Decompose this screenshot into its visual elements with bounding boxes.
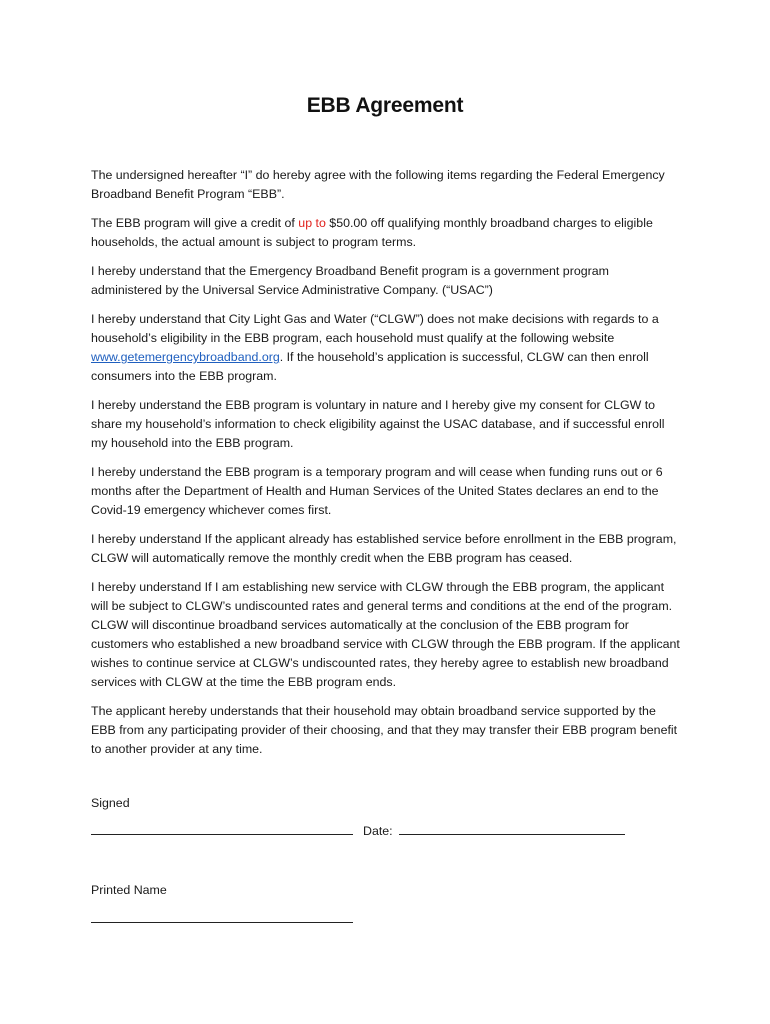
signature-row bbox=[91, 822, 691, 841]
paragraph-transfer: The applicant hereby understands that their household may obtain broadband service supported by the EBB from any participating provider of their choosing, and that they may transfer their EBB program benefit to another provider at any time. bbox=[91, 704, 678, 756]
paragraph-credit-end: $50.00 off qualifying monthly broadband charges to eligible households, the actual amount is subject to program terms. bbox=[91, 216, 653, 249]
paragraph-eligibility-end: . If the household’s application is successful, CLGW can then enroll consumers into the EBB program. bbox=[91, 350, 649, 383]
printed-name-label: Printed Name bbox=[91, 883, 167, 897]
paragraph-consent: I hereby understand the EBB program is voluntary in nature and I hereby give my consent for CLGW to share my household’s information to check eligibility against the USAC database, and if successful enroll my household into the EBB program. bbox=[91, 398, 665, 450]
signed-label: Signed bbox=[91, 796, 130, 810]
paragraph-eligibility bbox=[91, 310, 683, 386]
paragraph-temporary: I hereby understand the EBB program is a temporary program and will cease when funding runs out or 6 months after the Department of Health and Human Services of the United States declares an end to the Covid-19 emergency whichever comes first. bbox=[91, 465, 663, 517]
paragraph-credit bbox=[91, 214, 683, 252]
date-line[interactable] bbox=[399, 822, 625, 835]
ebb-website-link[interactable]: www.getemergencybroadband.org bbox=[91, 350, 280, 364]
paragraph-usac: I hereby understand that the Emergency Broadband Benefit program is a government program administered by the Universal Service Administrative Company. (“USAC”) bbox=[91, 264, 609, 297]
paragraph-existing-service: I hereby understand If the applicant already has established service before enrollment in the EBB program, CLGW will automatically remove the monthly credit when the EBB program has ceased. bbox=[91, 532, 677, 565]
signature-line[interactable] bbox=[91, 822, 353, 835]
paragraph-new-service: I hereby understand If I am establishing new service with CLGW through the EBB program, the applicant will be subject to CLGW’s undiscounted rates and general terms and conditions at the end of the program. CLGW will discontinue broadband services automatically at the conclusion of the EBB program for customers who established a new broadband service with CLGW through the EBB program. If the applicant wishes to continue service at CLGW’s undiscounted rates, they hereby agree to establish new broadband services with CLGW at the time the EBB program ends. bbox=[91, 580, 680, 689]
printed-name-line[interactable] bbox=[91, 910, 353, 923]
paragraph-credit-start: The EBB program will give a credit of bbox=[91, 216, 299, 230]
paragraph-intro: The undersigned hereafter “I” do hereby agree with the following items regarding the Federal Emergency Broadband Benefit Program “EBB”. bbox=[91, 168, 665, 201]
date-label: Date: bbox=[363, 824, 393, 838]
document-title: EBB Agreement bbox=[306, 94, 464, 117]
highlight-up-to: up to bbox=[298, 216, 326, 230]
printed-name-row bbox=[91, 910, 691, 929]
agreement-body bbox=[91, 166, 683, 769]
paragraph-eligibility-start: I hereby understand that City Light Gas and Water (“CLGW”) does not make decisions with regards to a household’s eligibility in the EBB program, each household must qualify at the following website bbox=[91, 312, 659, 345]
